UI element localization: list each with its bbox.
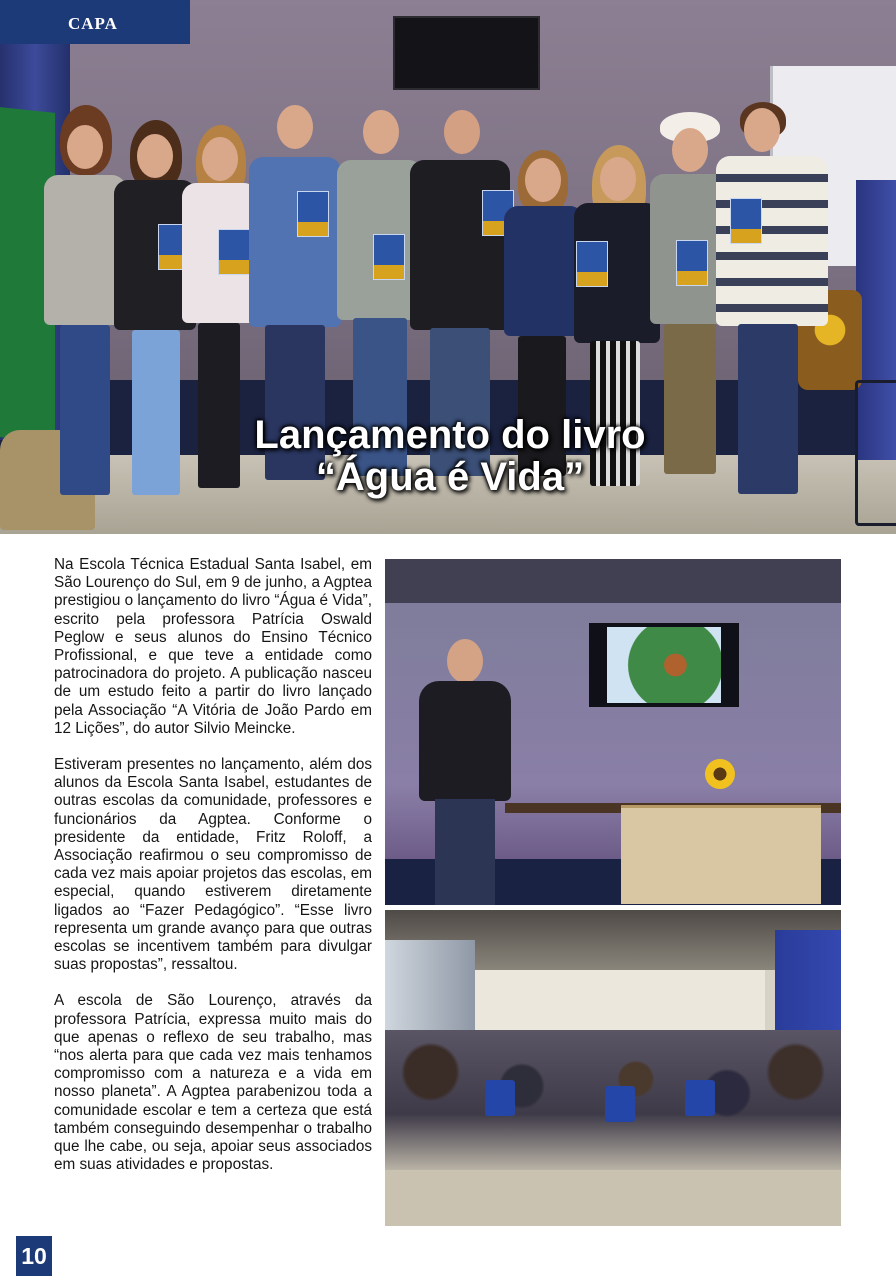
chair [485,1080,515,1116]
headline [180,414,720,498]
article-body [54,556,372,1193]
article-paragraph-1: Na Escola Técnica Estadual Santa Isabel, em São Lourenço do Sul, em 9 de junho, a Agptea prestigiou o lançamento do livro “Água é Vida”, escrito pela professora Patrícia Oswald Peglow e seus alunos do Ensino Técnico Profissional, e que teve a entidade como patrocinadora do projeto. A publicação nasceu de um estudo feito a partir do livro lançado pela Associação “A Vitória de João Pardo em 12 Lições”, do autor Silvio Meincke. [54,556,372,737]
sunflower [705,759,735,789]
chair [605,1086,635,1122]
chair [685,1080,715,1116]
headline-line-2: “Água é Vida” [315,455,585,499]
wall-tv [393,16,540,90]
article-paragraph-3: A escola de São Lourenço, através da professora Patrícia, expressa muito mais do que apenas o reflexo de seu trabalho, mas “nos alerta para que cada vez mais tenhamos compromisso com a natureza e a vida em nosso planeta”. A Agptea parabenizou toda a comunidade escolar e tem a certeza que está também conseguindo desempenhar o trabalho que lhe cabe, ou seja, apoiar seus associados em suas atividades e propostas. [54,992,372,1174]
chair [855,380,896,526]
bird-slide [607,627,721,703]
speaker [405,639,525,905]
speaker-photo [385,559,841,905]
section-tag: CAPA [0,0,190,44]
ceiling [385,559,841,603]
article-paragraph-2: Estiveram presentes no lançamento, além dos alunos da Escola Santa Isabel, estudantes de outras escolas da comunidade, professores e funcionários da Agptea. Conforme o presidente da entidade, Fritz Roloff, a Associação reafirmou o seu compromisso de cada vez mais apoiar projetos das escolas, em especial, quando estiverem diretamente ligados ao “Fazer Pedagógico”. “Esse livro representa um grande avanço para que outras escolas se incentivem também para divulgar suas propostas”, ressaltou. [54,756,372,974]
headline-line-1: Lançamento do livro [254,413,646,457]
page-number: 10 [16,1236,52,1276]
auditorium-floor [385,1170,841,1226]
table-cloth [621,805,821,904]
person-10 [712,102,832,507]
audience-photo [385,910,841,1226]
